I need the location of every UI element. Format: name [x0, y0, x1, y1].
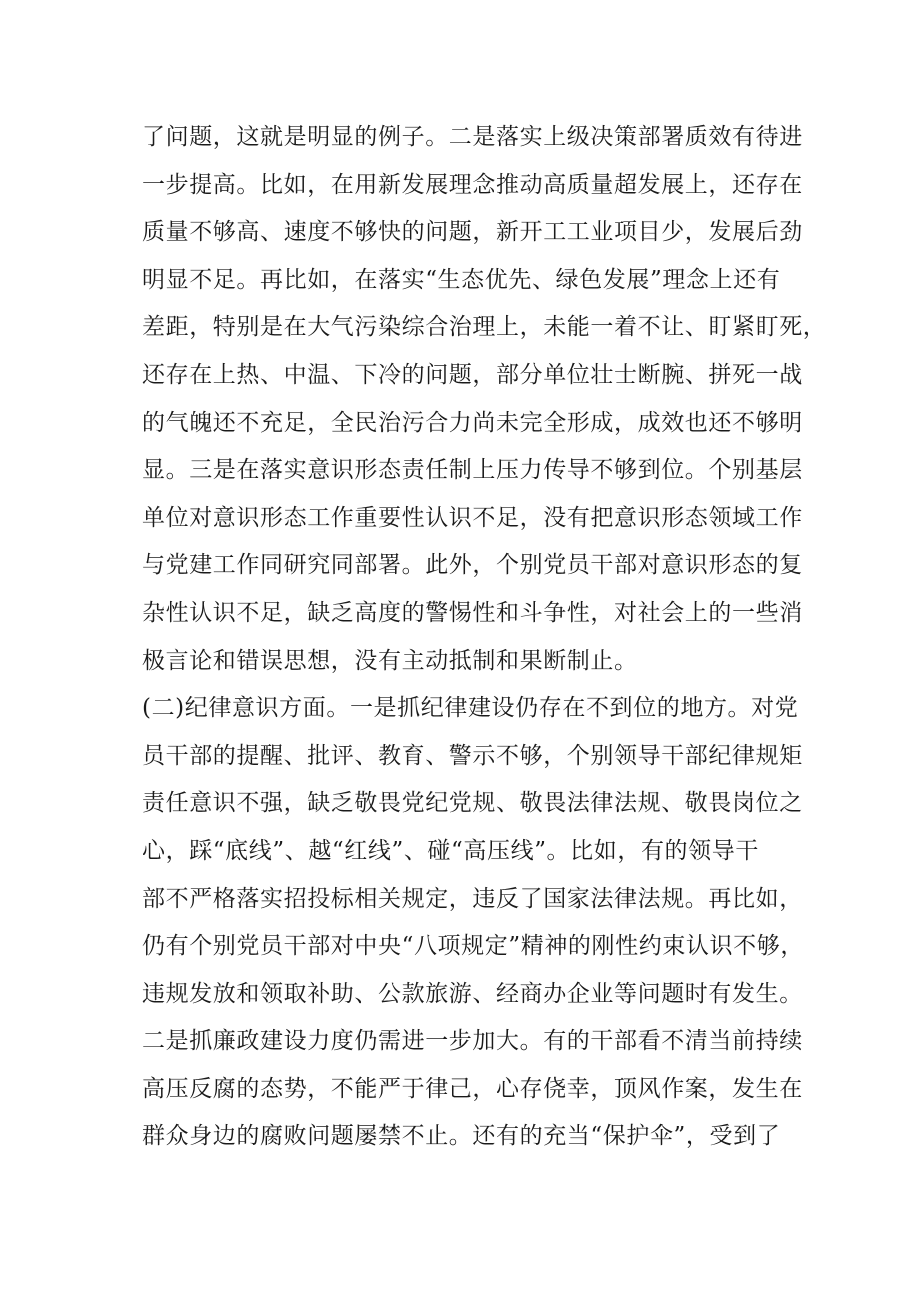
text-line: 仍有个别党员干部对中央“八项规定”精神的刚性约束认识不够， [142, 933, 804, 960]
text-line: 部不严格落实招投标相关规定，违反了国家法律法规。再比如， [142, 885, 803, 912]
text-line: 了问题，这就是明显的例子。二是落实上级决策部署质效有待进 [142, 124, 803, 150]
text-line: 极言论和错误思想，没有主动抵制和果断制止。 [142, 647, 638, 674]
text-line: 员干部的提醒、批评、教育、警示不够，个别领导干部纪律规矩 [142, 742, 803, 769]
text-line: 心，踩“底线”、越“红线”、碰“高压线”。比如，有的领导干 [142, 837, 759, 864]
text-line: 显。三是在落实意识形态责任制上压力传导不够到位。个别基层 [142, 457, 803, 484]
text-line: 差距，特别是在大气污染综合治理上，未能一着不让、盯紧盯死， [142, 314, 827, 341]
text-line: 违规发放和领取补助、公款旅游、经商办企业等问题时有发生。 [142, 980, 803, 1007]
text-line: 质量不够高、速度不够快的问题，新开工工业项目少，发展后劲 [142, 219, 803, 246]
text-line: 与党建工作同研究同部署。此外，个别党员干部对意识形态的复 [142, 552, 803, 579]
text-line: 高压反腐的态势，不能严于律己，心存侥幸，顶风作案，发生在 [142, 1075, 803, 1102]
text-line: 二是抓廉政建设力度仍需进一步加大。有的干部看不清当前持续 [142, 1028, 803, 1055]
text-line: 责任意识不强，缺乏敬畏党纪党规、敬畏法律法规、敬畏岗位之 [142, 790, 803, 817]
text-line: 还存在上热、中温、下冷的问题，部分单位壮士断腕、拼死一战 [142, 361, 803, 388]
text-line: 群众身边的腐败问题屡禁不止。还有的充当“保护伞”，受到了 [142, 1123, 781, 1150]
text-line: 一步提高。比如，在用新发展理念推动高质量超发展上，还存在 [142, 171, 803, 198]
text-line: 杂性认识不足，缺乏高度的警惕性和斗争性，对社会上的一些消 [142, 599, 803, 626]
body-text [142, 114, 827, 1161]
text-line: 的气魄还不充足，全民治污合力尚未完全形成，成效也还不够明 [142, 409, 803, 436]
section-heading-line: (二)纪律意识方面。一是抓纪律建设仍存在不到位的地方。对党 [142, 695, 799, 722]
text-line: 单位对意识形态工作重要性认识不足，没有把意识形态领域工作 [142, 504, 803, 531]
text-line: 明显不足。再比如，在落实“生态优先、绿色发展”理念上还有 [142, 266, 781, 293]
